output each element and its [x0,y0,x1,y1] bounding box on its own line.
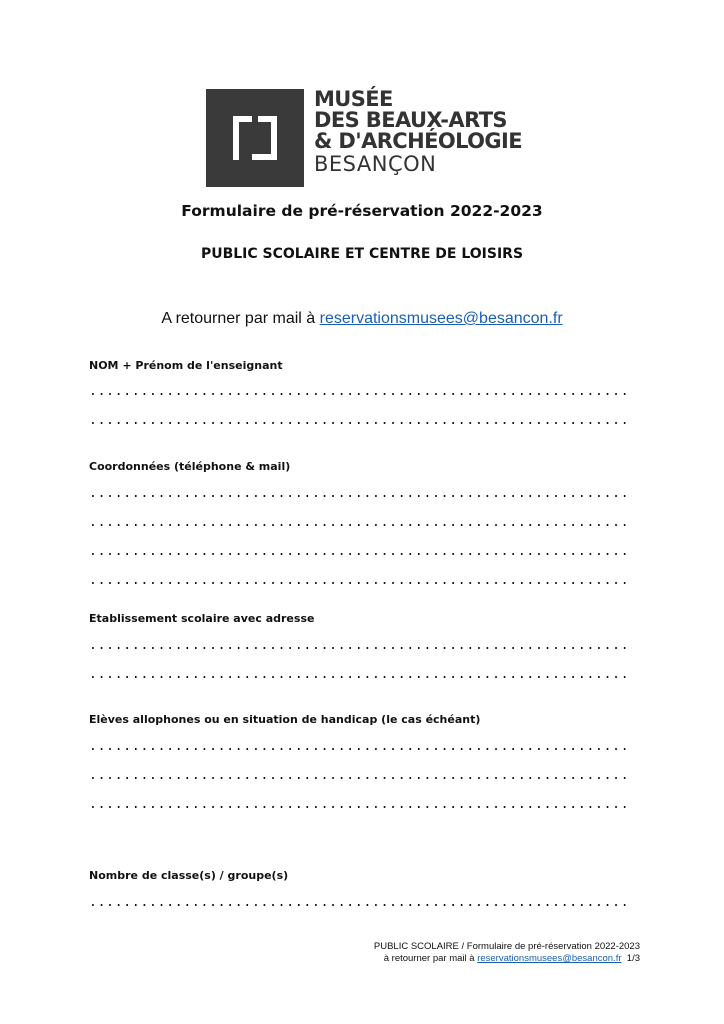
logo-line-1: MUSÉE [314,87,393,111]
mail-prefix: A retourner par mail à [161,310,320,327]
school-line-1[interactable]: ............................................................... [89,638,630,653]
email-link[interactable]: reservationsmusees@besancon.fr [319,310,563,327]
footer-line-2 [374,953,640,965]
school-line-2[interactable]: ............................................................... [89,667,630,682]
logo-line-3: & D'ARCHÉOLOGIE [314,129,522,153]
logo-mark-icon [206,89,304,187]
students-label: Elèves allophones ou en situation de handicap (le cas échéant) [89,713,481,726]
school-label: Etablissement scolaire avec adresse [89,612,315,625]
students-line-1[interactable]: ............................................................... [89,739,630,754]
museum-logo [206,89,522,187]
contact-line-3[interactable]: ............................................................... [89,544,630,559]
groups-label: Nombre de classe(s) / groupe(s) [89,869,289,882]
form-subtitle: PUBLIC SCOLAIRE ET CENTRE DE LOISIRS [200,246,524,262]
footer-line-1: PUBLIC SCOLAIRE / Formulaire de pré-réservation 2022-2023 [373,941,640,952]
page-number: 1/3 [626,953,640,964]
logo-line-2: DES BEAUX-ARTS [314,108,507,132]
teacher-name-line-2[interactable]: ............................................................... [89,413,630,428]
page-footer [374,941,640,965]
form-title: Formulaire de pré-réservation 2022-2023 [181,202,543,220]
footer-email-link[interactable]: reservationsmusees@besancon.fr [477,953,622,964]
logo-wordmark [314,89,522,175]
mail-instruction [0,310,724,328]
logo-line-4: BESANÇON [314,152,437,176]
groups-line-1[interactable]: ............................................................... [89,895,630,910]
students-line-3[interactable]: ............................................................... [89,797,630,812]
contact-line-2[interactable]: ............................................................... [89,515,630,530]
contact-line-4[interactable]: ............................................................... [89,573,630,588]
students-line-2[interactable]: ............................................................... [89,768,630,783]
teacher-name-line-1[interactable]: ............................................................... [89,384,630,399]
footer-prefix: à retourner par mail à [383,953,478,964]
contact-line-1[interactable]: ............................................................... [89,486,630,501]
teacher-name-label: NOM + Prénom de l'enseignant [89,359,283,372]
contact-label: Coordonnées (téléphone & mail) [89,460,291,473]
